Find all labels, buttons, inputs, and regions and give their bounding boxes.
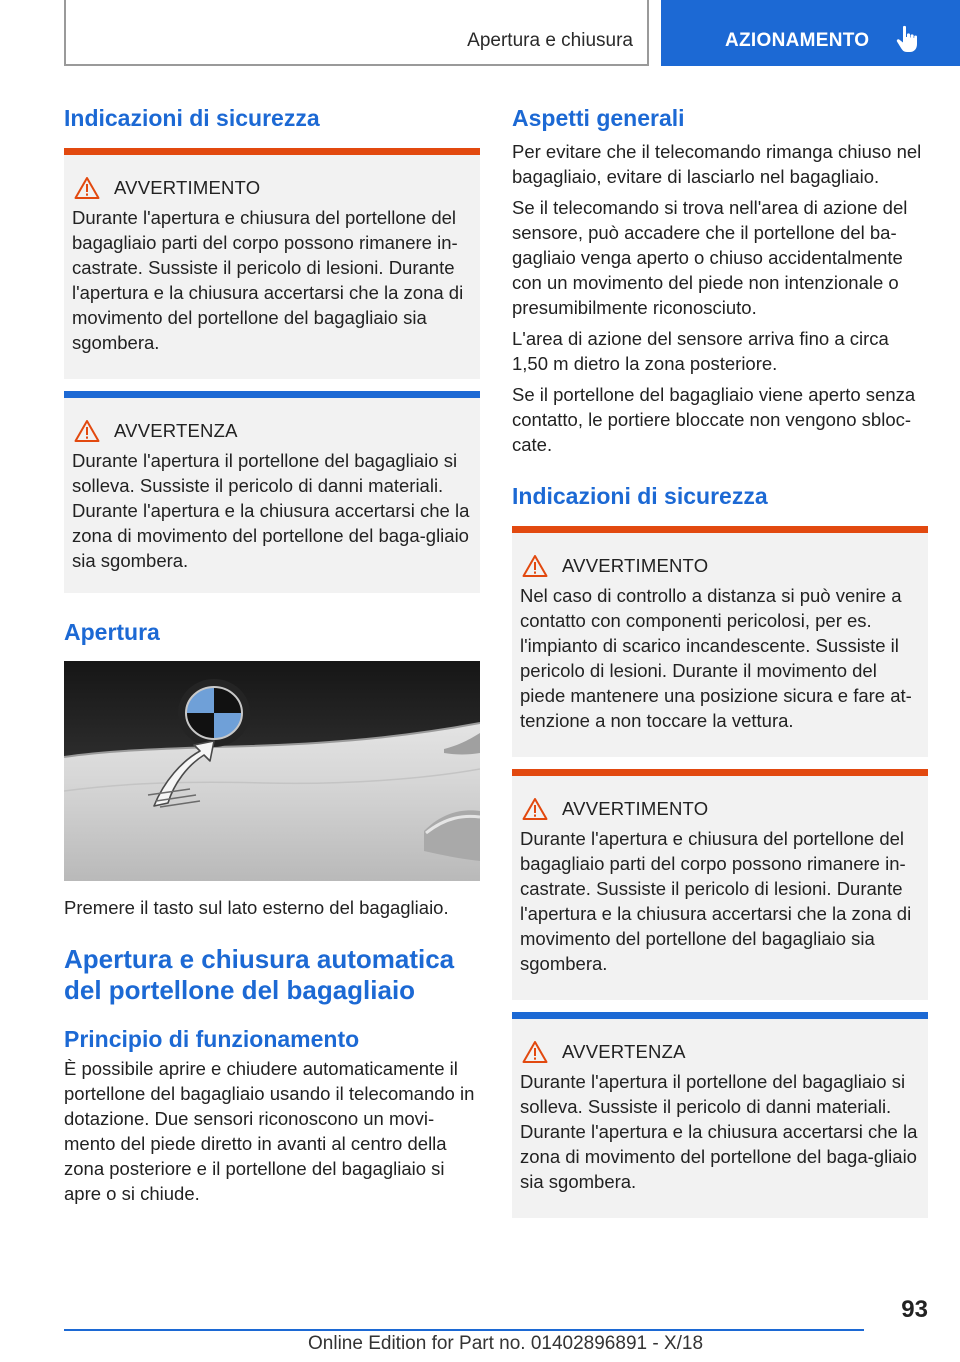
warning-title: AVVERTIMENTO	[562, 798, 709, 819]
warning-triangle-icon	[74, 419, 100, 443]
notice-text: Durante l'apertura il portellone del bagagliaio si solleva. Sussiste il pericolo di danni materiali. Durante l'apertura e la chiusura accertarsi che la zona di movimento del portellone del baga-gliaio sia sgombera.	[520, 1071, 918, 1192]
principle-text: È possibile aprire e chiudere automaticamente il portellone del bagagliaio usando il telecomando in dotazione. Due sensori riconoscono un movi-mento del piede diretto in avanti al centro della zona posteriore e il portellone del bagagliaio si apre o si chiude.	[64, 1058, 475, 1204]
header-chapter-label: AZIONAMENTO	[725, 30, 870, 51]
left-column	[64, 100, 480, 1206]
tailgate-button-photo	[64, 661, 480, 881]
general-paragraph-2: Se il telecomando si trova nell'area di azione del sensore, può accadere che il portellone del ba-gagliaio venga aperto o chiuso accidentalmente con un movimento del piede non intenzionale o presumibilmente riconosciuto.	[512, 197, 908, 318]
header-section-box	[64, 0, 649, 66]
notice-title: AVVERTENZA	[114, 420, 238, 441]
warning-text: Durante l'apertura e chiusura del portellone del bagagliaio parti del corpo possono rimanere in-castrate. Sussiste il pericolo di lesioni. Durante l'apertura e la chiusura accertarsi che la zona di movimento del portellone del bagagliaio sia sgombera.	[520, 828, 912, 974]
warning-box-1	[64, 148, 480, 379]
heading-automatic: Apertura e chiusura automatica del portellone del bagagliaio	[64, 944, 455, 1005]
heading-general: Aspetti generali	[512, 105, 685, 131]
warning-title: AVVERTIMENTO	[562, 555, 709, 576]
general-paragraph-4: Se il portellone del bagagliaio viene aperto senza contatto, le portiere bloccate non vengono sbloc-cate.	[512, 384, 916, 455]
warning-triangle-icon	[522, 1040, 548, 1064]
general-paragraph-3: L'area di azione del sensore arriva fino a circa 1,50 m dietro la zona posteriore.	[512, 328, 889, 374]
warning-text: Nel caso di controllo a distanza si può venire a contatto con componenti pericolosi, per es. l'impianto di scarico incandescente. Sussiste il pericolo di lesioni. Durante il movimento del piede mantenere una posizione sicura e fare at-tenzione a non toccare la vettura.	[520, 585, 912, 731]
general-paragraph-1: Per evitare che il telecomando rimanga chiuso nel bagagliaio, evitare di lasciarlo nel bagagliaio.	[512, 141, 922, 187]
notice-text: Durante l'apertura il portellone del bagagliaio si solleva. Sussiste il pericolo di danni materiali. Durante l'apertura e la chiusura accertarsi che la zona di movimento del portellone del baga-gliaio sia sgombera.	[72, 450, 470, 571]
heading-safety-right: Indicazioni di sicurezza	[512, 483, 768, 509]
tailgate-illustration	[64, 661, 480, 881]
footer-edition: Online Edition for Part no. 01402896891 - X/18	[308, 1333, 704, 1354]
right-column	[512, 100, 928, 1218]
warning-title: AVVERTIMENTO	[114, 177, 261, 198]
footer-divider	[64, 1329, 864, 1331]
subheading-principle: Principio di funzionamento	[64, 1026, 360, 1052]
warning-triangle-icon	[74, 176, 100, 200]
heading-safety-left: Indicazioni di sicurezza	[64, 105, 320, 131]
notice-title: AVVERTENZA	[562, 1041, 686, 1062]
notice-box-2	[512, 1012, 928, 1218]
warning-box-2	[512, 526, 928, 757]
header-section-title: Apertura e chiusura	[467, 30, 633, 51]
page-number: 93	[901, 1296, 928, 1323]
hand-pointer-icon	[893, 24, 923, 54]
photo-caption: Premere il tasto sul lato esterno del bagagliaio.	[64, 897, 449, 918]
notice-box-1	[64, 391, 480, 593]
warning-triangle-icon	[522, 797, 548, 821]
header-chapter-tab[interactable]	[661, 0, 960, 66]
warning-text: Durante l'apertura e chiusura del portellone del bagagliaio parti del corpo possono rimanere in-castrate. Sussiste il pericolo di lesioni. Durante l'apertura e la chiusura accertarsi che la zona di movimento del portellone del bagagliaio sia sgombera.	[72, 207, 464, 353]
heading-opening: Apertura	[64, 619, 160, 645]
warning-box-3	[512, 769, 928, 1000]
warning-triangle-icon	[522, 554, 548, 578]
